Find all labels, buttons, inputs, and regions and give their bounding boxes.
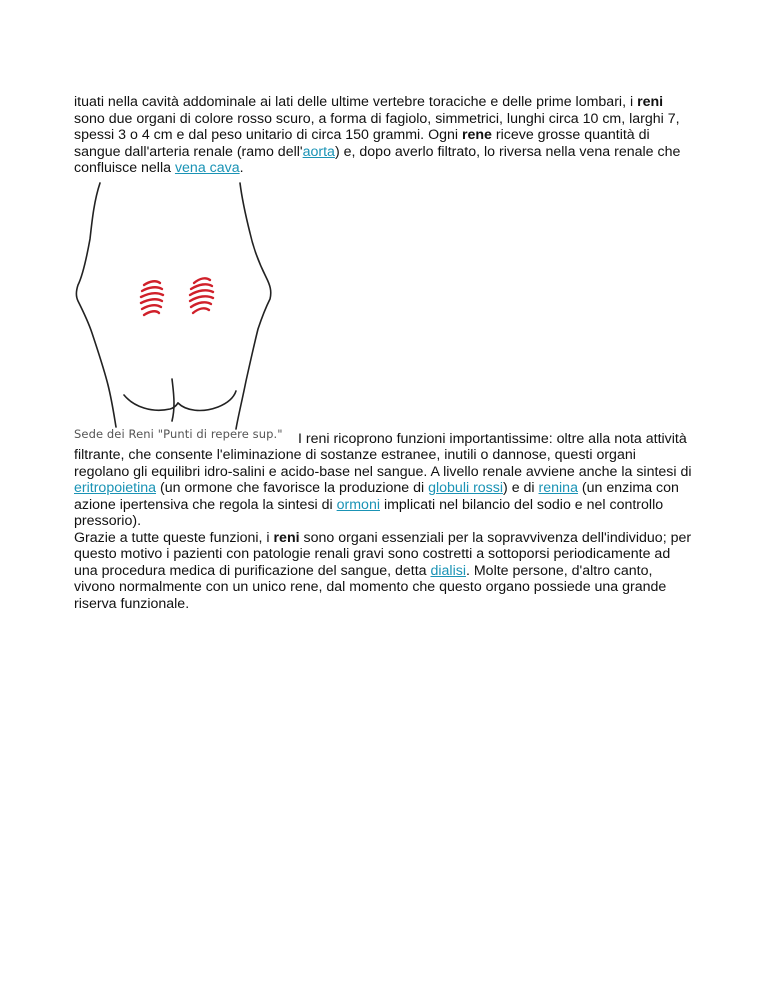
kidney-location-illustration [74, 181, 296, 441]
text-run: . Molte persone, d'altro canto, vivono normalmente con un unico rene, dal momento che questo organo possiede una grande riserva funzionale. [74, 562, 667, 612]
text-run: sono due organi di colore rosso scuro, a forma di fagiolo, simmetrici, lunghi circa 10 cm, larghi 7, spessi 3 o 4 cm e dal peso unitario di circa 150 grammi. Ogni [74, 110, 680, 143]
functions-paragraph [74, 431, 694, 530]
link-globuli-rossi[interactable]: globuli rossi [428, 480, 504, 496]
text-run: ) e, dopo averlo filtrato, lo riversa nella vena renale che confluisce nella [74, 143, 681, 176]
link-renina[interactable]: renina [538, 480, 578, 496]
text-run: I reni ricoprono funzioni importantissime: oltre alla nota attività filtrante, che consente l'eliminazione di sostanze estranee, inutili o dannose, questi organi regolano gli equilibri idro-salini e acido-base nel sangue. A livello renale avviene anche la sintesi di [74, 430, 692, 480]
figure-caption: Sede dei Reni "Punti di repere sup." [74, 426, 283, 441]
link-dialisi[interactable]: dialisi [430, 562, 466, 579]
essential-organs-paragraph [74, 530, 694, 613]
text-run: riceve grosse quantità di sangue dall'arteria renale (ramo dell' [74, 127, 650, 160]
link-ormoni[interactable]: ormoni [336, 496, 380, 513]
bold-term: reni [637, 94, 664, 110]
bold-term: reni [273, 529, 300, 546]
bold-term: rene [461, 127, 492, 143]
intro-paragraph [74, 94, 694, 177]
text-run: ituati nella cavità addominale ai lati delle ultime vertebre toraciche e delle prime lombari, i [74, 94, 638, 110]
text-run: implicati nel bilancio del sodio e nel controllo pressorio). [74, 496, 664, 529]
text-run: (un ormone che favorisce la produzione di [156, 480, 429, 496]
text-run: (un enzima con azione ipertensiva che regola la sintesi di [74, 480, 679, 513]
right-kidney-mark [190, 278, 213, 313]
link-aorta[interactable]: aorta [302, 143, 335, 160]
text-run: sono organi essenziali per la sopravvivenza dell'individuo; per questo motivo i pazienti con patologie renali gravi sono costretti a sottoporsi periodicamente ad una procedura medica di purificazione del sangue, detta [74, 529, 692, 579]
document-body [74, 94, 694, 612]
text-run: . [239, 160, 244, 176]
left-kidney-mark [141, 281, 163, 315]
link-eritropoietina[interactable]: eritropoietina [74, 480, 157, 496]
link-vena-cava[interactable]: vena cava [174, 160, 240, 176]
text-run: Grazie a tutte queste funzioni, i [74, 529, 274, 546]
kidney-figure-block [74, 181, 694, 443]
text-run: ) e di [503, 480, 539, 496]
